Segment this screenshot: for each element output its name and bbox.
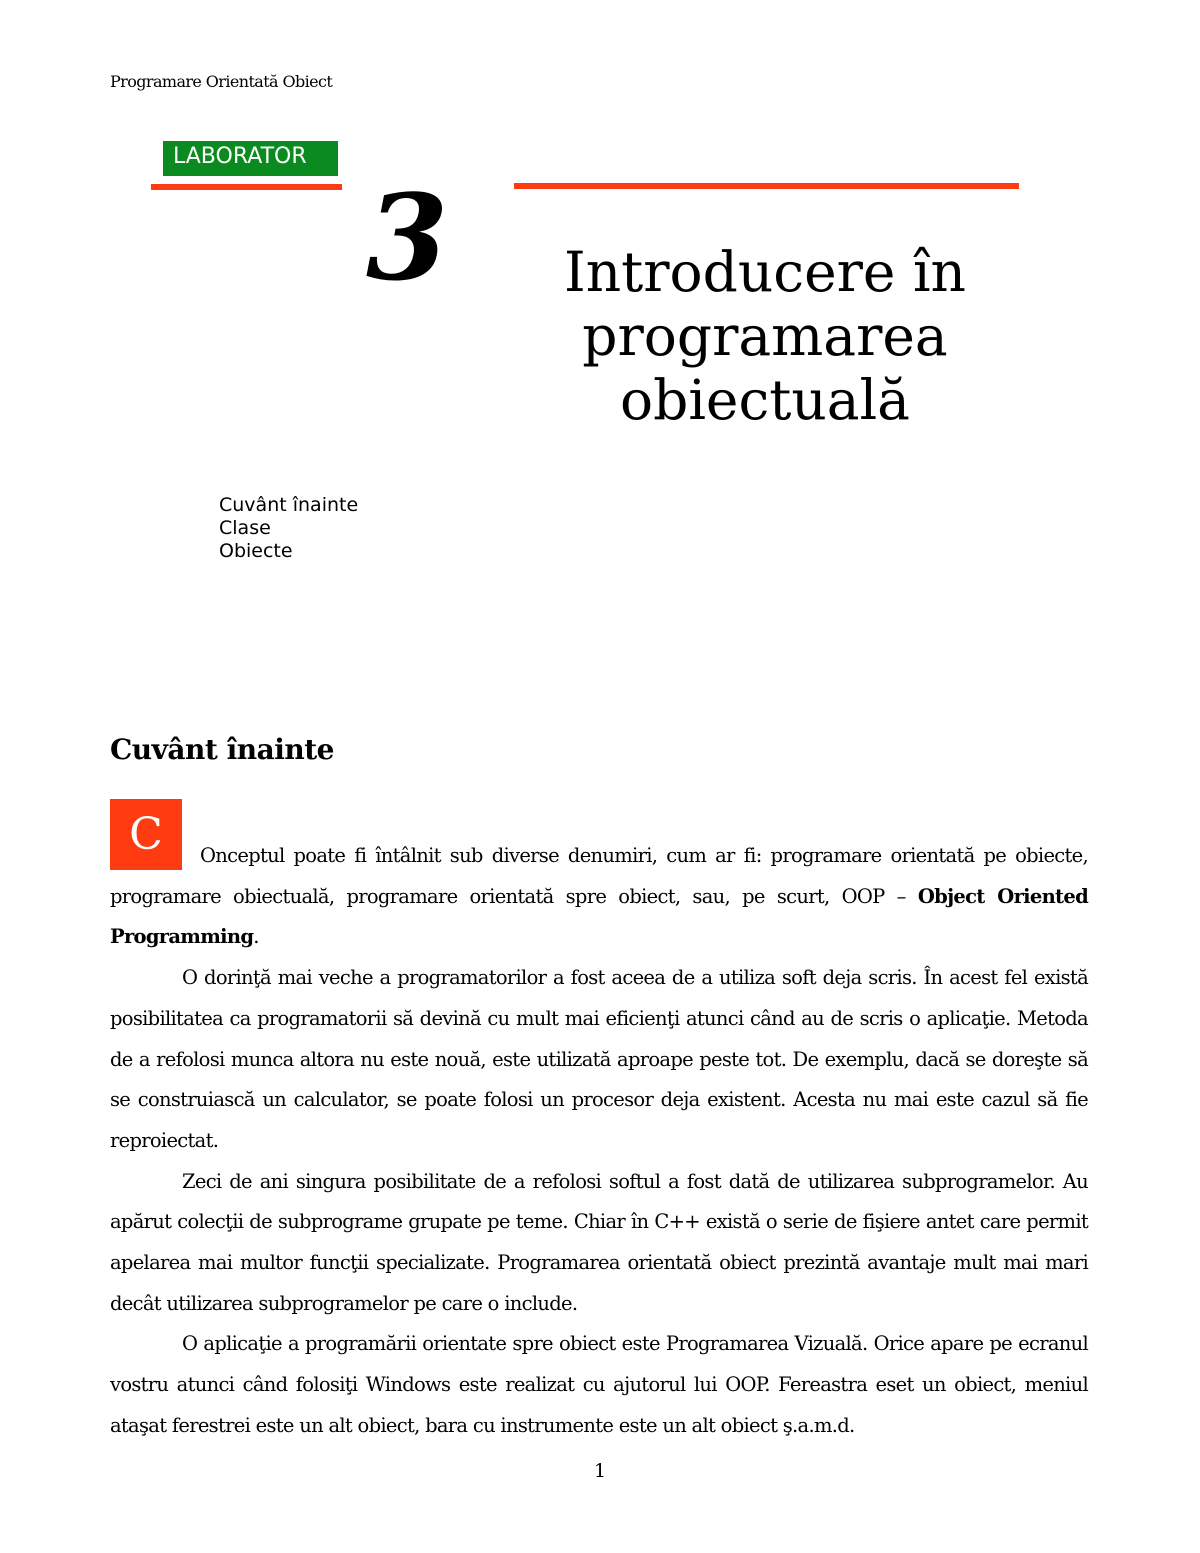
decorative-rule-right — [514, 183, 1019, 189]
chapter-title-line: programarea — [582, 304, 948, 368]
chapter-title-line: obiectuală — [620, 368, 910, 432]
paragraph: Zeci de ani singura posibilitate de a refolosi softul a fost dată de utilizarea subprogramelor. Au apărut colecţii de subprograme grupate pe teme. Chiar în C++ există o serie de fişiere antet care permit apelarea mai multor funcţii specializate. Programarea orientată obiect prezintă avantaje mult mai mari decât utilizarea subprogramelor pe care o include. — [110, 1169, 1088, 1315]
chapter-number: 3 — [366, 168, 449, 307]
bold-term: Object Oriented Programming — [110, 884, 1088, 949]
dropcap-letter: C — [110, 799, 182, 870]
paragraph-end: . — [253, 925, 259, 949]
paragraph: O dorinţă mai veche a programatorilor a fost aceea de a utiliza soft deja scris. În acest fel există posibilitatea ca programatorii să devină cu mult mai eficienţi atunci când au de scris o aplicaţie. Metoda de a refolosi munca altora nu este nouă, este utilizată aproape peste tot. De exemplu, dacă se doreşte să se construiască un calculator, se poate folosi un procesor deja existent. Acesta nu mai este cazul să fie reproiectat. — [110, 966, 1088, 1152]
chapter-title-line: Introducere în — [564, 240, 966, 304]
page-number: 1 — [594, 1460, 607, 1482]
body-text — [110, 836, 1088, 1447]
toc-item: Cuvânt înainte — [219, 494, 359, 516]
section-heading: Cuvânt înainte — [110, 733, 334, 766]
decorative-rule-left — [151, 184, 342, 190]
toc-item: Obiecte — [219, 540, 293, 562]
toc-item: Clase — [219, 517, 271, 539]
paragraph: O aplicaţie a programării orientate spre obiect este Programarea Vizuală. Orice apare pe ecranul vostru atunci când folosiţi Windows este realizat cu ajutorul lui OOP. Fereastra eset un obiect, meniul ataşat ferestrei este un alt obiect, bara cu instrumente este un alt obiect ş.a.m.d. — [110, 1332, 1088, 1437]
chapter-title — [540, 240, 990, 432]
paragraph-text: Onceptul poate fi întâlnit sub diverse denumiri, cum ar fi: programare orientată pe obiecte, programare obiectuală, programare orientată spre obiect, sau, pe scurt, OOP – — [110, 844, 1088, 908]
laborator-badge: LABORATOR — [163, 141, 338, 176]
table-of-contents — [219, 494, 358, 563]
running-header: Programare Orientată Obiect — [110, 72, 333, 91]
paragraph — [110, 836, 1088, 958]
